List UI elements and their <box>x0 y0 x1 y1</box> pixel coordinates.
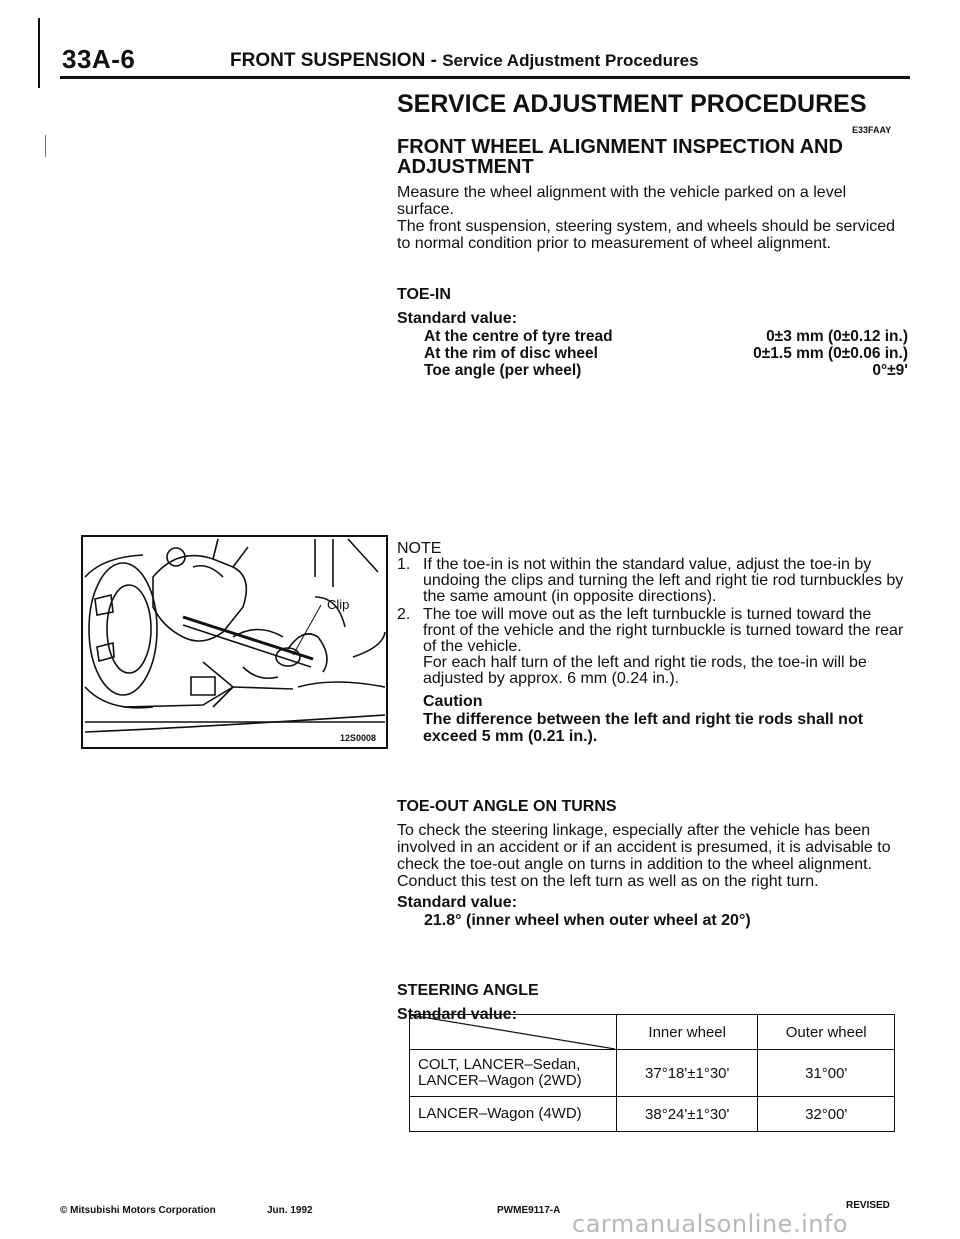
inner-wheel-cell: 38°24'±1°30' <box>617 1097 758 1132</box>
footer-date: Jun. 1992 <box>267 1205 313 1216</box>
header-title-main: FRONT SUSPENSION <box>230 50 426 71</box>
spec-label: Toe angle (per wheel) <box>424 362 582 379</box>
toe-out-paragraph: Conduct this test on the left turn as well as on the right turn. <box>397 873 819 890</box>
diagonal-line <box>410 1015 615 1049</box>
toe-out-paragraph: To check the steering linkage, especially after the vehicle has been involved in an accident or if an accident is presumed, it is advisable to check the toe-out angle on turns in addition to the wheel alignment. <box>397 822 891 873</box>
watermark: carmanualsonline.info <box>572 1210 849 1238</box>
toe-in-heading: TOE-IN <box>397 286 451 303</box>
section-code: E33FAAY <box>852 125 892 135</box>
figure-code: 12S0008 <box>339 733 376 743</box>
steering-angle-table <box>409 1014 895 1132</box>
toe-in-standard-label: Standard value: <box>397 310 518 327</box>
column-header: Inner wheel <box>617 1015 758 1050</box>
intro-paragraph: The front suspension, steering system, and wheels should be serviced to normal condition prior to measurement of wheel alignment. <box>397 218 896 252</box>
margin-rule <box>38 18 40 88</box>
spec-label: At the rim of disc wheel <box>424 345 598 362</box>
steering-standard-label: Standard value: <box>397 1006 518 1023</box>
steering-heading: STEERING ANGLE <box>397 982 539 999</box>
header-rule <box>60 76 910 79</box>
spec-value: 0±3 mm (0±0.12 in.) <box>766 328 908 345</box>
page-number: 33A-6 <box>62 44 136 74</box>
toe-in-spec-table <box>424 328 908 379</box>
note-item <box>397 557 907 605</box>
note-text: If the toe-in is not within the standard value, adjust the toe-in by undoing the clips and turning the left and right tie rod turnbuckles by the same amount (in opposite directions). <box>423 556 904 605</box>
note-list <box>397 557 907 687</box>
spec-row <box>424 328 908 345</box>
intro-block <box>397 184 907 252</box>
caution-block <box>397 693 907 745</box>
footer-doc-code: PWME9117-A <box>497 1205 561 1216</box>
caution-heading: Caution <box>423 693 483 710</box>
table-corner-cell <box>410 1015 617 1050</box>
header-title-sub: Service Adjustment Procedures <box>442 51 699 70</box>
note-number: 2. <box>397 606 411 623</box>
tie-rod-illustration <box>83 537 386 747</box>
note-block <box>397 540 907 745</box>
note-text: The toe will move out as the left turnbuckle is turned toward the front of the vehicle and the right turnbuckle is turned toward the rear of the vehicle. <box>423 606 904 655</box>
table-row <box>410 1050 895 1097</box>
note-extra: For each half turn of the left and right tie rods, the toe-in will be adjusted by approx. 6 mm (0.24 in.). <box>423 654 867 687</box>
model-cell: LANCER–Wagon (4WD) <box>410 1097 617 1132</box>
note-item <box>397 607 907 687</box>
figure-callout: Clip <box>327 597 350 612</box>
inner-wheel-cell: 37°18'±1°30' <box>617 1050 758 1097</box>
spec-row <box>424 362 908 379</box>
toe-out-standard-label: Standard value: <box>397 894 518 911</box>
intro-paragraph: Measure the wheel alignment with the vehicle parked on a level surface. <box>397 184 847 218</box>
outer-wheel-cell: 31°00' <box>758 1050 895 1097</box>
toe-out-heading: TOE-OUT ANGLE ON TURNS <box>397 798 617 815</box>
section-title: SERVICE ADJUSTMENT PROCEDURES <box>397 90 867 118</box>
section-subtitle: FRONT WHEEL ALIGNMENT INSPECTION AND ADJUSTMENT <box>397 136 843 178</box>
spec-value: 0°±9' <box>872 362 908 379</box>
caution-text: The difference between the left and right tie rods shall not exceed 5 mm (0.21 in.). <box>423 711 864 745</box>
toe-out-standard-value: 21.8° (inner wheel when outer wheel at 20°) <box>424 912 751 929</box>
page-header <box>62 44 907 76</box>
outer-wheel-cell: 32°00' <box>758 1097 895 1132</box>
margin-rule <box>45 135 46 157</box>
column-header: Outer wheel <box>758 1015 895 1050</box>
table-row <box>410 1097 895 1132</box>
header-title <box>230 50 699 72</box>
toe-out-block <box>397 798 907 930</box>
footer-revised: REVISED <box>846 1200 890 1211</box>
spec-value: 0±1.5 mm (0±0.06 in.) <box>753 345 908 362</box>
note-heading: NOTE <box>397 540 442 557</box>
model-cell: COLT, LANCER–Sedan, LANCER–Wagon (2WD) <box>410 1050 617 1097</box>
spec-row <box>424 345 908 362</box>
toe-in-block <box>397 286 907 379</box>
tie-rod-figure <box>81 535 388 749</box>
spec-label: At the centre of tyre tread <box>424 328 613 345</box>
note-number: 1. <box>397 556 411 573</box>
header-title-sep: - <box>425 50 443 71</box>
footer-copyright: © Mitsubishi Motors Corporation <box>60 1205 216 1216</box>
table-header-row <box>410 1015 895 1050</box>
